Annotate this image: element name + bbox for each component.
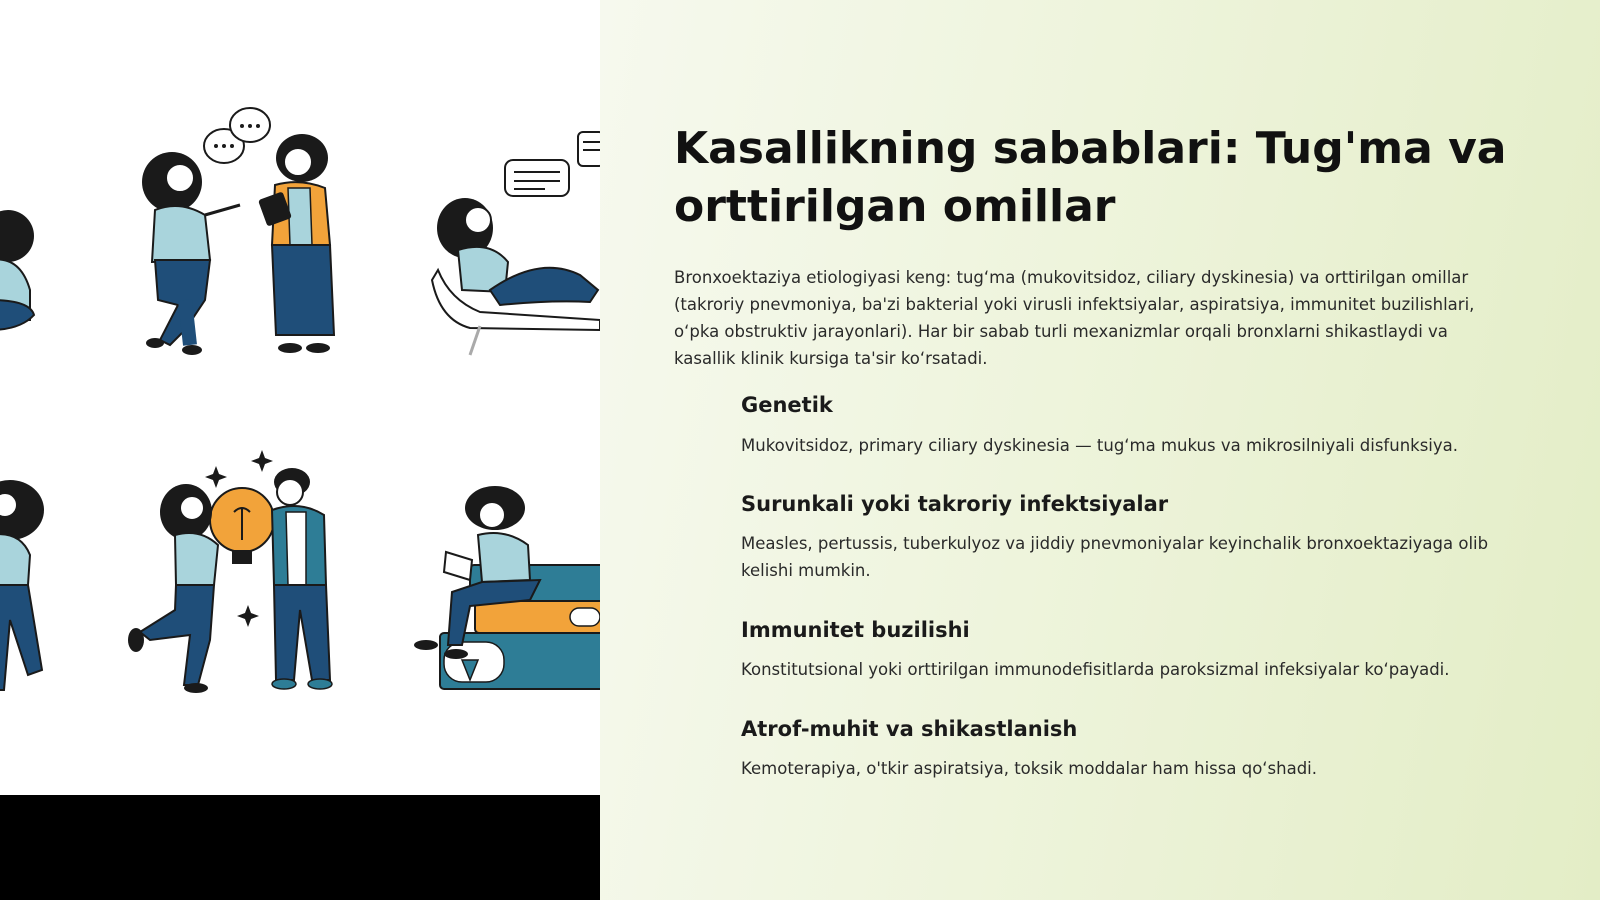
section-text-infektsiyalar: Measles, pertussis, tuberkulyoz va jiddiy pnevmoniyalar keyinchalik bronxoektaziyaga olib kelishi mumkin. bbox=[741, 534, 1489, 580]
partial-figure-bottom-left bbox=[0, 480, 44, 690]
slide-title: Kasallikning sabablari: Tug'ma va orttirilgan omillar bbox=[674, 123, 1507, 232]
section-title-immunitet: Immunitet buzilishi bbox=[741, 618, 970, 642]
message-bubble-icon bbox=[505, 132, 600, 196]
people-illustration bbox=[0, 0, 600, 800]
intro-paragraph: Bronxoektaziya etiologiyasi keng: tug‘ma (mukovitsidoz, ciliary dyskinesia) va orttirilgan omillar (takroriy pnevmoniya, ba'zi bakterial yoki virusli infektsiyalar, aspiratsiya, immunitet buzilishlari, o‘pka obstruktiv jarayonlari). Har bir sabab turli mexanizmlar orqali bronxlarni shikastlaydi va kasallik klinik kursiga ta'sir ko‘rsatadi. bbox=[674, 268, 1475, 368]
woman-on-couch-figure bbox=[432, 132, 600, 355]
lightbulb-team-figure bbox=[128, 450, 332, 693]
speech-bubble-icon bbox=[204, 108, 270, 163]
black-bar bbox=[0, 795, 600, 900]
partial-figure-top-left bbox=[0, 210, 34, 330]
women-talking-figure bbox=[142, 108, 334, 355]
section-title-infektsiyalar: Surunkali yoki takroriy infektsiyalar bbox=[741, 492, 1169, 516]
woman-reading-books-figure bbox=[414, 486, 600, 689]
lightbulb-icon bbox=[210, 488, 274, 564]
content-panel bbox=[600, 0, 1600, 900]
section-text-immunitet: Konstitutsional yoki orttirilgan immunodefisitlarda paroksizmal infeksiyalar ko‘payadi. bbox=[741, 660, 1450, 679]
section-title-atrof-muhit: Atrof-muhit va shikastlanish bbox=[741, 717, 1078, 741]
section-title-genetik: Genetik bbox=[741, 393, 833, 417]
section-text-atrof-muhit: Kemoterapiya, o'tkir aspiratsiya, toksik moddalar ham hissa qo‘shadi. bbox=[741, 759, 1318, 778]
illustration-panel bbox=[0, 0, 600, 900]
section-text-genetik: Mukovitsidoz, primary ciliary dyskinesia — tug‘ma mukus va mikrosilniyali disfunksiya. bbox=[741, 436, 1459, 455]
